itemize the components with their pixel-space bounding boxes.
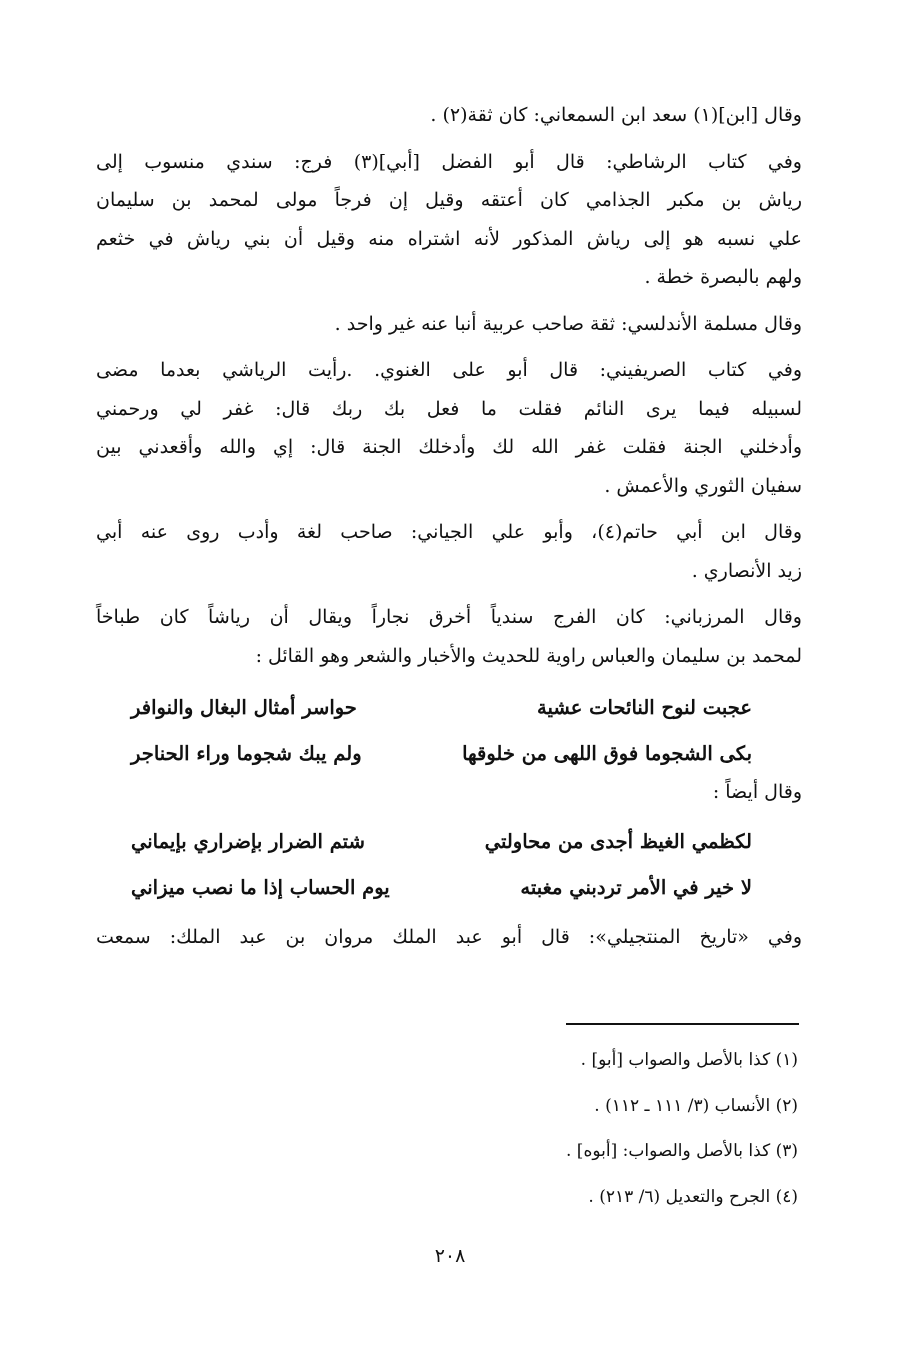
verse-line <box>96 866 802 912</box>
verse-first-hemistich: لكظمي الغيظ أجدى من محاولتي <box>484 830 752 854</box>
page-number: ٢٠٨ <box>434 1245 466 1267</box>
footnote-3: (٣) كذا بالأصل والصواب: [أبوه] . <box>566 1141 798 1161</box>
verse-line <box>96 820 802 866</box>
text-line: لمحمد بن سليمان والعباس راوية للحديث والأخبار والشعر وهو القائل : <box>255 644 802 667</box>
verse-first-hemistich: عجبت لنوح النائحات عشية <box>537 695 752 719</box>
paragraph-3 <box>96 305 802 344</box>
verse-second-hemistich: يوم الحساب إذا ما نصب ميزاني <box>131 876 390 900</box>
text-line: زيد الأنصاري . <box>691 559 802 582</box>
text-line: رياش بن مكبر الجذامي كان أعتقه وقيل إن فرجاً مولى لمحمد بن سليمان <box>96 189 802 211</box>
verse-line <box>96 731 802 777</box>
verse-second-hemistich: شتم الضرار بإضراري بإيماني <box>131 830 365 854</box>
text-line: وفي «تاريخ المنتجيلي»: قال أبو عبد الملك مروان بن عبد الملك: سمعت <box>96 925 802 948</box>
footnote-2: (٢) الأنساب (٣/ ١١١ ـ ١١٢) . <box>594 1095 798 1116</box>
text-line: سفيان الثوري والأعمش . <box>604 474 802 497</box>
text-line: وقال [ابن](١) سعد ابن السمعاني: كان ثقة(٢) . <box>430 104 802 126</box>
verse-second-hemistich: حواسر أمثال البغال والنوافر <box>131 695 357 719</box>
text-line: علي نسبه هو إلى رياش المذكور لأنه اشتراه منه وقيل أن بني رياش في خثعم <box>96 227 802 250</box>
poem-1 <box>96 685 802 777</box>
text-line: وقال أيضاً : <box>712 781 802 803</box>
paragraph-4 <box>96 351 802 505</box>
paragraph-6 <box>96 598 802 675</box>
footnote-4: (٤) الجرح والتعديل (٦/ ٢١٣) . <box>588 1186 798 1207</box>
main-text <box>96 96 802 964</box>
footnote-separator <box>566 1023 799 1025</box>
paragraph-2 <box>96 143 802 297</box>
said-also-line <box>96 773 802 812</box>
text-line: وأدخلني الجنة فقلت غفر الله لك وأدخلك الجنة قال: إي والله وأقعدني بين <box>96 436 802 458</box>
poem-2 <box>96 820 802 912</box>
text-line: وقال ابن أبي حاتم(٤)، وأبو علي الجياني: صاحب لغة وأدب روى عنه أبي <box>96 521 802 543</box>
paragraph-5 <box>96 513 802 590</box>
verse-first-hemistich: بكى الشجوما فوق اللهى من خلوقها <box>462 741 752 765</box>
closing-paragraph <box>96 918 802 957</box>
text-line: وقال مسلمة الأندلسي: ثقة صاحب عربية أنبا عنه غير واحد . <box>334 312 802 335</box>
paragraph-1 <box>96 96 802 135</box>
footnotes <box>98 1038 798 1220</box>
text-line: وفي كتاب الصريفيني: قال أبو على الغنوي. .رأيت الرياشي بعدما مضى <box>96 359 802 381</box>
verse-line <box>96 685 802 731</box>
footnote-1: (١) كذا بالأصل والصواب [أبو] . <box>580 1050 798 1070</box>
text-line: وفي كتاب الرشاطي: قال أبو الفضل [أبي](٣) فرج: سندي منسوب إلى <box>96 150 802 173</box>
verse-second-hemistich: ولم يبك شجوما وراء الحناجر <box>131 741 362 765</box>
text-line: ولهم بالبصرة خطة . <box>644 266 802 288</box>
text-line: وقال المرزباني: كان الفرج سندياً أخرق نجاراً ويقال أن رياشاً كان طباخاً <box>96 606 802 628</box>
verse-first-hemistich: لا خير في الأمر تردبني مغبته <box>520 876 752 900</box>
text-line: لسبيله فيما يرى النائم فقلت ما فعل بك ربك قال: غفر لي ورحمني <box>96 397 802 420</box>
